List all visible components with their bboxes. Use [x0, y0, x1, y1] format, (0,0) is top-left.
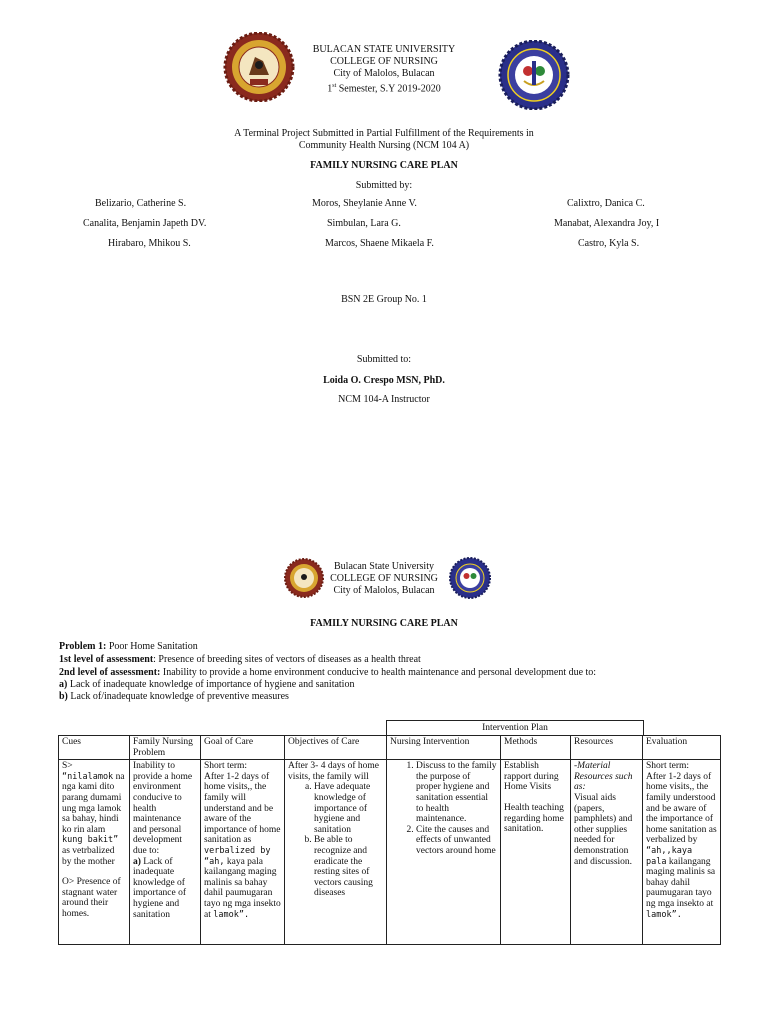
evaluation-cell: Short term: After 1-2 days of home visits,, the family understood and be aware of the importance of home sanitation as verbalized by “ah,,kaya pala kailangang maging malinis sa bahay dahil paumugaran tayo ng mga insekto at lamok”.: [643, 760, 721, 945]
member-name: Marcos, Shaene Mikaela F.: [325, 238, 434, 249]
column-header: Goal of Care: [201, 736, 285, 760]
intervention-cell: [387, 760, 501, 945]
table-header-row: [59, 736, 721, 760]
document-title: FAMILY NURSING CARE PLAN: [310, 160, 458, 171]
column-header: Methods: [501, 736, 571, 760]
problem-cell: Inability to provide a home environment conducive to health maintenance and personal development due to: a) Lack of inadequate knowledge of importance of hygiene and sanitation: [130, 760, 201, 945]
level-1-assessment: 1st level of assessment: Presence of breeding sites of vectors of diseases as a health threat: [59, 654, 421, 665]
university-name: Bulacan State University: [334, 561, 434, 572]
level-2-assessment: 2nd level of assessment: Inability to provide a home environment conducive to health maintenance and personal development due to:: [59, 667, 597, 678]
column-header: Cues: [59, 736, 130, 760]
methods-cell: Establish rapport during Home Visits Health teaching regarding home sanitation.: [501, 760, 571, 945]
member-name: Manabat, Alexandra Joy, I: [554, 218, 660, 229]
intro-line-1: A Terminal Project Submitted in Partial Fulfillment of the Requirements in: [234, 128, 534, 139]
member-name: Simbulan, Lara G.: [327, 218, 401, 229]
instructor-name: Loida O. Crespo MSN, PhD.: [323, 375, 445, 386]
assessment-item-a: a) Lack of inadequate knowledge of importance of hygiene and sanitation: [59, 679, 355, 690]
assessment-item-b: b) Lack of/inadequate knowledge of preventive measures: [59, 691, 289, 702]
column-header: Nursing Intervention: [387, 736, 501, 760]
intervention-item: 2. Cite the causes and effects of unwanted vectors around home: [416, 825, 497, 857]
intervention-plan-header: Intervention Plan: [386, 720, 644, 735]
member-name: Belizario, Catherine S.: [95, 198, 187, 209]
submitted-by-label: Submitted by:: [355, 180, 413, 191]
university-name: BULACAN STATE UNIVERSITY: [312, 44, 456, 55]
semester-line: 1st Semester, S.Y 2019-2020: [327, 83, 441, 95]
city-name: City of Malolos, Bulacan: [333, 68, 435, 79]
column-header: Objectives of Care: [285, 736, 387, 760]
cues-cell: S> “nilalamok na nga kami dito parang dumami ung mga lamok sa bahay, hindi ko rin alam kung bakit” as vetrbalized by the mother O> Presence of stagnant water around their homes.: [59, 760, 130, 945]
column-header: Evaluation: [643, 736, 721, 760]
objectives-cell: After 3- 4 days of home visits, the family will a. Have adequate knowledge of importance of hygiene and sanitation b. Be able to recognize and eradicate the resting sites of vectors causing diseases: [285, 760, 387, 945]
city-name: City of Malolos, Bulacan: [333, 585, 435, 596]
care-plan-title: FAMILY NURSING CARE PLAN: [310, 618, 458, 629]
problem-statement: Problem 1: Poor Home Sanitation: [59, 641, 198, 652]
submitted-to-label: Submitted to:: [356, 354, 412, 365]
intervention-item: 1. Discuss to the family the purpose of proper hygiene and sanitation essential to health maintenance.: [416, 761, 497, 825]
group-label: BSN 2E Group No. 1: [341, 294, 427, 305]
resources-cell: -Material Resources such as: Visual aids (papers, pamphlets) and other supplies needed for demonstration and discussion.: [571, 760, 643, 945]
member-name: Canalita, Benjamin Japeth DV.: [83, 218, 207, 229]
instructor-role: NCM 104-A Instructor: [338, 394, 430, 405]
member-name: Calixtro, Danica C.: [567, 198, 645, 209]
college-name: COLLEGE OF NURSING: [330, 573, 438, 584]
table-row: [59, 760, 721, 945]
college-name: COLLEGE OF NURSING: [330, 56, 438, 67]
care-plan-table: [58, 735, 721, 945]
objective-item: a. Have adequate knowledge of importance of hygiene and sanitation: [314, 782, 383, 835]
member-name: Castro, Kyla S.: [578, 238, 640, 249]
goal-cell: Short term: After 1-2 days of home visits,, the family will understand and be aware of the importance of home sanitation as verbalized by “ah, kaya pala kailangang maging malinis sa bahay dahil paumugaran tayo ng mga insekto at lamok”.: [201, 760, 285, 945]
member-name: Hirabaro, Mhikou S.: [108, 238, 191, 249]
column-header: Resources: [571, 736, 643, 760]
objective-item: b. Be able to recognize and eradicate the resting sites of vectors causing diseases: [314, 835, 383, 899]
member-name: Moros, Sheylanie Anne V.: [312, 198, 417, 209]
column-header: Family Nursing Problem: [130, 736, 201, 760]
intro-line-2: Community Health Nursing (NCM 104 A): [298, 140, 470, 151]
